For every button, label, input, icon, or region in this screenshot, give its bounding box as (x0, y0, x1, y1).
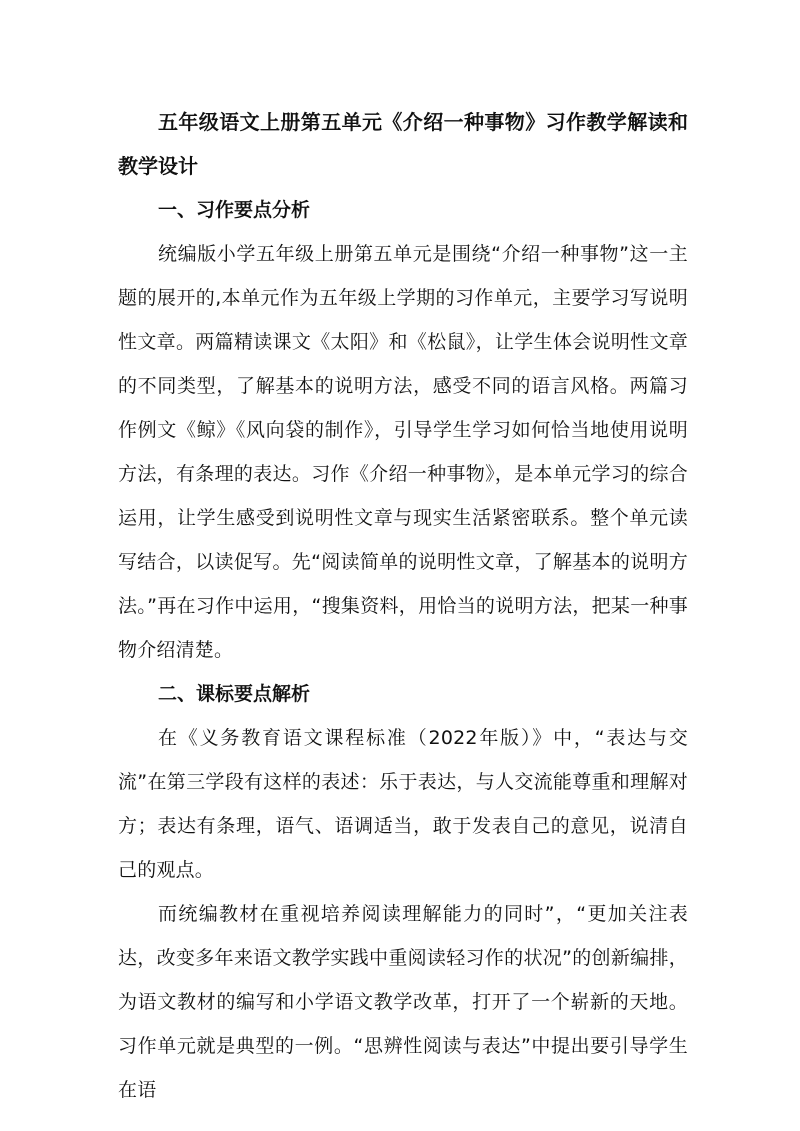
document-title: 五年级语文上册第五单元《介绍一种事物》习作教学解读和教学设计 (118, 110, 688, 178)
document-body (118, 100, 688, 1112)
section-2-paragraph-2: 而统编教材在重视培养阅读理解能力的同时”，“更加关注表达，改变多年来语文教学实践中重阅读轻习作的状况”的创新编排，为语文教材的编写和小学语文教学改革，打开了一个崭新的天地。习作单元就是典型的一例。“思辨性阅读与表达”中提出要引导学生在语 (118, 903, 688, 1101)
section-heading-2: 二、课标要点解析 (158, 683, 311, 705)
section-2-paragraph-1: 在《义务教育语文课程标准（2022年版）》中，“表达与交流”在第三学段有这样的表述：乐于表达，与人交流能尊重和理解对方；表达有条理，语气、语调适当，敢于发表自己的意见，说清自己的观点。 (118, 727, 688, 881)
section-1-paragraph-1: 统编版小学五年级上册第五单元是围绕“介绍一种事物”这一主题的展开的,本单元作为五年级上学期的习作单元，主要学习写说明性文章。两篇精读课文《太阳》和《松鼠》，让学生体会说明性文章的不同类型，了解基本的说明方法，感受不同的语言风格。两篇习作例文《鲸》《风向袋的制作》，引导学生学习如何恰当地使用说明方法，有条理的表达。习作《介绍一种事物》，是本单元学习的综合运用，让学生感受到说明性文章与现实生活紧密联系。整个单元读写结合，以读促写。先“阅读简单的说明性文章，了解基本的说明方法。”再在习作中运用，“搜集资料，用恰当的说明方法，把某一种事物介绍清楚。 (118, 243, 688, 661)
section-heading-1: 一、习作要点分析 (158, 199, 311, 221)
